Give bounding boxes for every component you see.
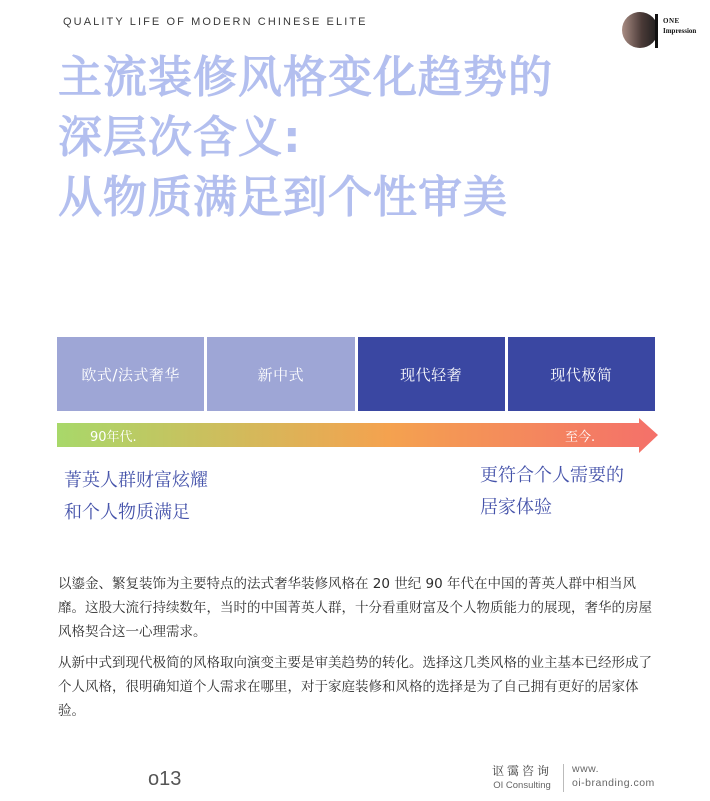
timeline-arrow <box>57 418 659 454</box>
footer-web-line-1: www. <box>572 763 600 775</box>
body-text <box>58 572 652 730</box>
page-title <box>58 48 553 228</box>
note-right-line-2: 居家体验 <box>480 497 552 518</box>
note-right <box>480 460 624 524</box>
footer-brand <box>488 762 556 791</box>
footer-brand-cn: 讴霭咨询 <box>491 764 552 778</box>
note-right-line-1: 更符合个人需要的 <box>480 465 624 486</box>
page-number: o13 <box>148 768 182 790</box>
logo-text-impression: Impression <box>663 27 697 35</box>
title-line-3: 从物质满足到个性审美 <box>58 172 508 223</box>
timeline-start-label: 90年代. <box>90 430 137 445</box>
brand-logo <box>622 12 704 52</box>
footer-brand-en: OI Consulting <box>493 780 551 791</box>
logo-bar <box>655 14 658 48</box>
note-left <box>64 465 208 529</box>
style-cell-european-french-luxury: 欧式/法式奢华 <box>57 337 204 411</box>
header-tagline: QUALITY LIFE OF MODERN CHINESE ELITE <box>63 16 368 28</box>
footer-divider <box>563 764 564 792</box>
title-line-1: 主流装修风格变化趋势的 <box>58 52 553 103</box>
footer-web-line-2: oi-branding.com <box>572 777 655 789</box>
title-line-2: 深层次含义: <box>58 112 302 163</box>
timeline-end-label: 至今. <box>565 430 596 445</box>
note-left-line-2: 和个人物质满足 <box>64 502 190 523</box>
logo-text-one: ONE <box>663 17 680 25</box>
note-left-line-1: 菁英人群财富炫耀 <box>64 470 208 491</box>
body-paragraph-2: 从新中式到现代极简的风格取向演变主要是审美趋势的转化。选择这几类风格的业主基本已经形成了个人风格，很明确知道个人需求在哪里，对于家庭装修和风格的选择是为了自己拥有更好的居家体验。 <box>58 655 652 719</box>
style-cell-modern-minimalist: 现代极简 <box>508 337 655 411</box>
style-evolution-bar <box>57 337 655 411</box>
style-cell-modern-light-luxury: 现代轻奢 <box>358 337 505 411</box>
logo-circle-icon <box>622 12 658 48</box>
style-cell-new-chinese: 新中式 <box>207 337 354 411</box>
footer-website[interactable] <box>572 762 655 790</box>
body-paragraph-1: 以鎏金、繁复装饰为主要特点的法式奢华装修风格在 20 世纪 90 年代在中国的菁英人群中相当风靡。这股大流行持续数年，当时的中国菁英人群，十分看重财富及个人物质能力的展现，奢华的房屋风格契合这一心理需求。 <box>58 576 652 640</box>
